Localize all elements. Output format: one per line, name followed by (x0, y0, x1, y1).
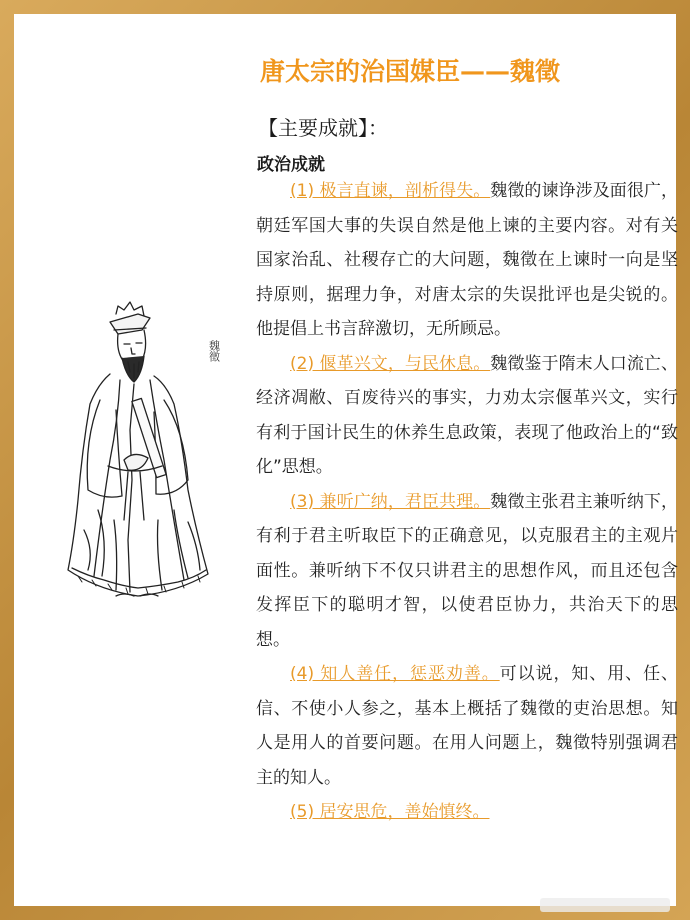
paragraph-3-text: 魏徵主张君主兼听纳下，有利于君主听取臣下的正确意见，以克服君主的主观片面性。兼听纳下不仅只讲君主的思想作风，而且还包含发挥臣下的聪明才智，以使君臣协力，共治天下的思想。 (256, 491, 679, 650)
page-title: 唐太宗的治国媒臣——魏徵 (260, 57, 561, 86)
paragraph-4 (256, 657, 678, 795)
paragraph-1-highlight: (1) 极言直谏，剖析得失。 (290, 181, 491, 201)
watermark (540, 898, 670, 912)
section-heading: 【主要成就】： (258, 116, 388, 140)
portrait-illustration (38, 300, 238, 610)
sub-heading: 政治成就 (257, 155, 325, 175)
paragraph-3-highlight: (3) 兼听广纳，君臣共理。 (290, 491, 491, 512)
paragraph-5-highlight: (5) 居安思危，善始慎终。 (290, 802, 490, 822)
paragraph-4-highlight: (4) 知人善任，惩恶劝善。 (290, 664, 500, 684)
paragraph-5 (256, 795, 678, 830)
paragraph-2 (256, 347, 678, 485)
paragraph-1 (256, 174, 678, 347)
paragraph-1-text: 魏徵的谏诤涉及面很广，朝廷军国大事的失误自然是他上谏的主要内容。对有关国家治乱、社稷存亡的大问题，魏徵在上谏时一向是坚持原则，据理力争，对唐太宗的失误批评也是尖锐的。他提倡上书言辞激切，无所顾忌。 (256, 181, 679, 339)
paragraph-4-text: 可以说，知、用、任、信、不使小人参之，基本上概括了魏徵的吏治思想。知人是用人的首要问题。在用人问题上，魏徵特别强调君主的知人。 (256, 664, 679, 788)
paragraph-3 (256, 485, 678, 658)
article-body (256, 174, 678, 830)
paragraph-2-text: 魏徵鉴于隋末人口流亡、经济凋敝、百废待兴的事实，力劝太宗偃革兴文，实行有利于国计民生的休养生息政策，表现了他政治上的“致化”思想。 (256, 353, 679, 477)
portrait-seal: 魏徵 (207, 340, 221, 362)
paragraph-2-highlight: (2) 偃革兴文，与民休息。 (290, 353, 491, 374)
